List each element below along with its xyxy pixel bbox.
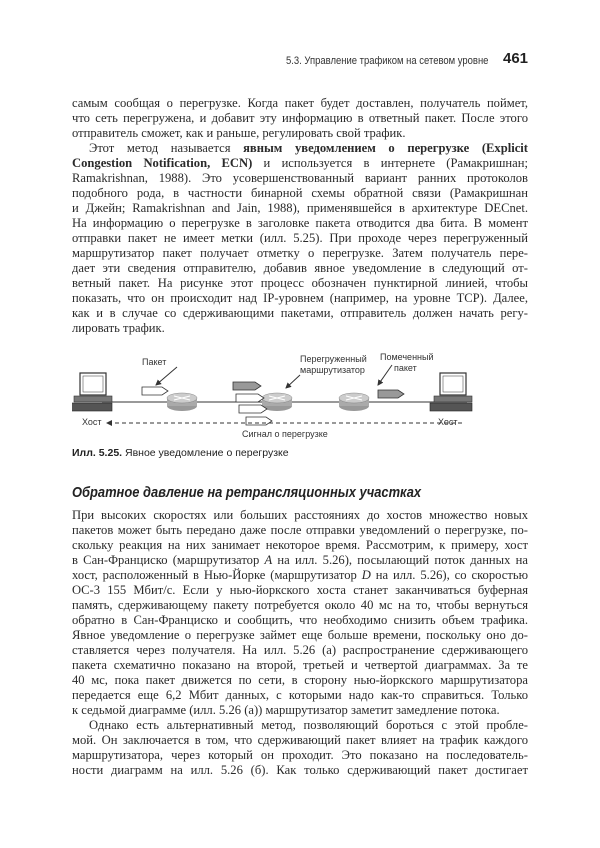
section-heading: Обратное давление на ретрансляционных участках	[72, 484, 422, 501]
text-line	[72, 508, 528, 523]
text-segment: отправки пакет не имеет метки (илл. 5.25). При проходе через перегруженный	[72, 231, 528, 245]
text-segment: Однако есть альтернативный метод, позволяющий бороться с этой пробле-	[89, 718, 528, 732]
text-segment: обратно в Сан-Франциско и сообщить, что необходимо снизить объем трафика.	[72, 613, 528, 627]
text-segment: и используется в интернете (Рамакришнан;	[252, 156, 528, 170]
text-line	[72, 111, 528, 126]
text-line	[72, 763, 528, 778]
text-segment: При высоких скоростях или больших расстояниях до хостов множество новых	[72, 508, 528, 522]
text-segment: скольку реакция на них занимает некоторое время. Рассмотрим, к примеру, хост	[72, 538, 528, 552]
text-line	[72, 276, 528, 291]
text-segment: OC-3 155 Мбит/с. Если у нью-йоркского хоста станет заканчиваться буферная	[72, 583, 528, 597]
text-line	[72, 583, 528, 598]
label-host-left: Хост	[82, 417, 102, 427]
text-line	[72, 523, 528, 538]
body-text-top	[72, 96, 528, 336]
text-line	[72, 246, 528, 261]
figure-number: Илл. 5.25.	[72, 447, 123, 459]
text-line	[72, 568, 528, 583]
label-host-right: Хост	[438, 417, 458, 427]
packet-icon	[142, 387, 168, 395]
text-segment: ветный пакет. На рисунке этот процесс обозначен пунктирной линией, чтобы	[72, 276, 528, 290]
text-segment: хост, расположенный в Нью-Йорке (маршрутизатор	[72, 568, 362, 582]
text-segment: Этот метод называется	[89, 141, 244, 155]
pointer-arrow	[286, 375, 300, 388]
label-marked-packet: Помеченный	[380, 352, 434, 362]
text-line	[72, 613, 528, 628]
text-line	[72, 553, 528, 568]
text-segment: пакетов может быть передано даже после отправки уведомлений о перегрузке, по-	[72, 523, 528, 537]
router-1-icon	[167, 393, 197, 411]
running-header: 5.3. Управление трафиком на сетевом уровне	[286, 55, 489, 67]
text-line	[72, 141, 528, 156]
label-congested-router: Перегруженный	[300, 354, 367, 364]
text-segment: пакета схематично показано на второй, третьей и четвертой диаграммах. За те	[72, 658, 528, 672]
text-segment: что сеть перегружена, и добавит эту информацию в ответный пакет. После этого	[72, 111, 528, 125]
text-line	[72, 201, 528, 216]
router-3-icon	[339, 393, 369, 411]
text-segment: мой. Он заключается в том, что сдерживающий пакет влияет на трафик каждого	[72, 733, 528, 747]
text-segment: дает эти сведения отправителю, добавив явное уведомление в следующий от-	[72, 261, 528, 275]
text-segment: маршрутизатор пакет получает отметку о перегрузке. Затем получатель пере-	[72, 246, 528, 260]
bold-term: явным уведомлением о перегрузке (Explicit	[243, 141, 528, 155]
text-line	[72, 261, 528, 276]
text-line	[72, 703, 528, 718]
pointer-arrow	[156, 367, 177, 385]
label-congestion-signal: Сигнал о перегрузке	[242, 429, 328, 439]
text-line	[72, 643, 528, 658]
host-right-computer-icon	[430, 373, 472, 411]
label-packet: Пакет	[142, 357, 167, 367]
text-segment: показать, что он происходит над IP-уровнем (например, на уровне TCP). Далее,	[72, 291, 528, 305]
text-segment: память, сдерживающему пакету потребуется около 40 мс на то, чтобы вернуться	[72, 598, 528, 612]
bold-term: Congestion Notification, ECN)	[72, 156, 253, 170]
text-segment: в Сан-Франциско (маршрутизатор	[72, 553, 265, 567]
text-segment: на илл. 5.26), посылающий поток данных на	[272, 553, 528, 567]
text-line	[72, 733, 528, 748]
text-segment: как и в случае со сдерживающими пакетами, отправитель должен начать регу-	[72, 306, 528, 320]
italic-term: A	[264, 553, 273, 567]
text-line	[72, 231, 528, 246]
page-number: 461	[503, 50, 529, 67]
text-line	[72, 216, 528, 231]
text-line	[72, 96, 528, 111]
text-line	[72, 126, 528, 141]
text-segment: передается еще 6,2 Мбит данных, с которыми надо как-то справиться. Только	[72, 688, 528, 702]
figure-caption-text: Явное уведомление о перегрузке	[122, 447, 289, 459]
text-segment: на илл. 5.26), со скоростью	[370, 568, 528, 582]
host-left-computer-icon	[72, 373, 112, 411]
text-segment: лировать трафик.	[72, 321, 165, 335]
italic-term: D	[361, 568, 371, 582]
text-segment: и Джейн; Ramakrishnan and Jain, 1988), применявшейся в архитектуре DECnet.	[72, 201, 528, 215]
text-line	[72, 186, 528, 201]
label-congested-router: маршрутизатор	[300, 365, 365, 375]
text-line	[72, 321, 528, 336]
text-line	[72, 658, 528, 673]
text-segment: подобного рода, в частности бинарной схемы обратной связи (Рамакришнан	[72, 186, 528, 200]
figure-ecn-diagram	[72, 345, 532, 440]
text-line	[72, 673, 528, 688]
packet-icon	[246, 417, 272, 425]
text-line	[72, 171, 528, 186]
packet-icon	[236, 394, 264, 402]
marked-packet-icon	[378, 390, 404, 398]
text-segment: Явное уведомление о перегрузке займет еще больше времени, поскольку оно до-	[72, 628, 528, 642]
body-text-bottom	[72, 508, 528, 778]
text-line	[72, 156, 528, 171]
text-segment: Ramakrishnan, 1988). Это усовершенствованный вариант ранних протоколов	[72, 171, 528, 185]
text-line	[72, 538, 528, 553]
figure-caption	[72, 447, 289, 459]
text-segment: самым сообщая о перегрузке. Когда пакет будет доставлен, получатель поймет,	[72, 96, 528, 110]
text-segment: отправитель сможет, как и раньше, регулировать свой трафик.	[72, 126, 406, 140]
text-segment: На информацию о перегрузке в заголовке пакета отводится два бита. В момент	[72, 216, 528, 230]
text-line	[72, 688, 528, 703]
text-line	[72, 598, 528, 613]
text-segment: к седьмой диаграмме (илл. 5.26 (а)) маршрутизатор заметит замедление потока.	[72, 703, 500, 717]
text-segment: маршрутизатора, через который он проходит. Это показано на последователь-	[72, 748, 528, 762]
text-line	[72, 718, 528, 733]
pointer-arrow	[378, 365, 392, 385]
marked-packet-icon	[233, 382, 261, 390]
label-marked-packet: пакет	[394, 363, 417, 373]
text-line	[72, 306, 528, 321]
text-segment: ности диаграмм на илл. 5.26 (б). Как только сдерживающий пакет достигает	[72, 763, 528, 777]
text-line	[72, 748, 528, 763]
text-segment: ставляется через получателя. На илл. 5.26 (а) распространение сдерживающего	[72, 643, 528, 657]
text-line	[72, 628, 528, 643]
packet-icon	[239, 405, 267, 413]
text-line	[72, 291, 528, 306]
text-segment: 40 мс, пока пакет движется по сети, в сторону нью-йоркского маршрутизатора	[72, 673, 528, 687]
